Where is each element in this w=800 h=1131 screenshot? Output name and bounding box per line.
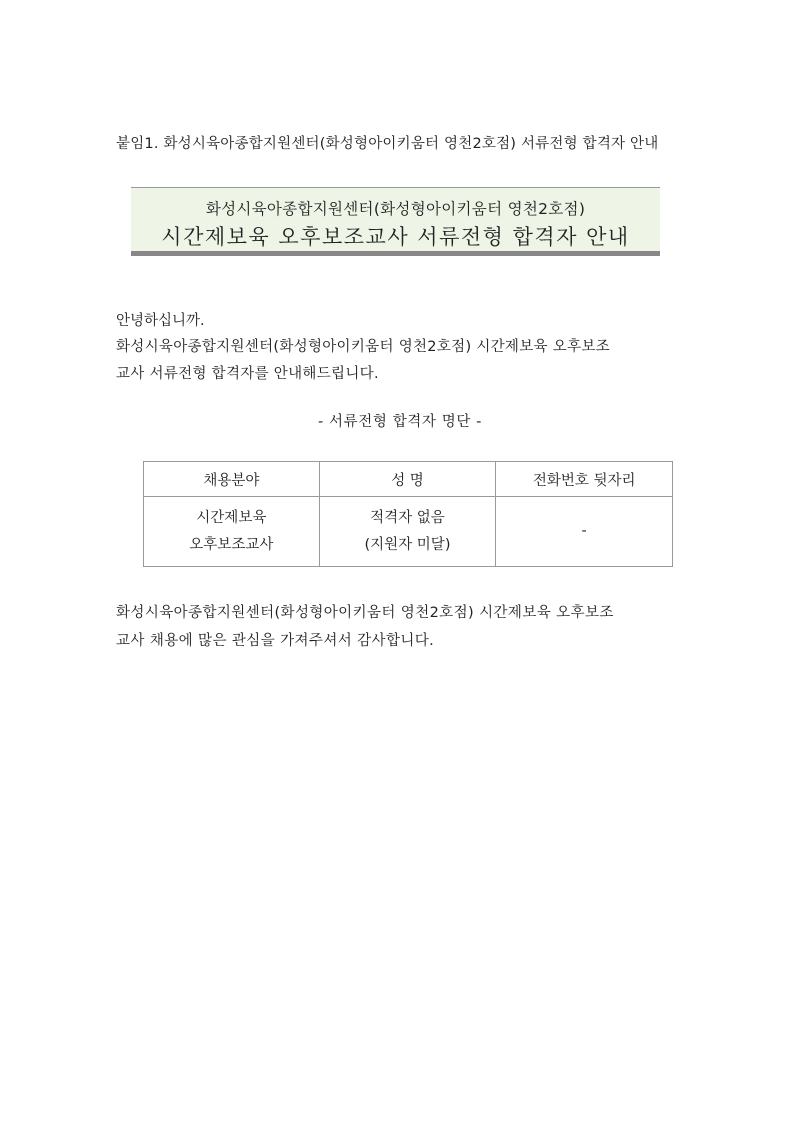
intro-line-2: 교사 서류전형 합격자를 안내해드립니다. bbox=[116, 366, 379, 382]
closing-paragraph bbox=[116, 599, 686, 655]
cell-name-line-1: 적격자 없음 bbox=[370, 509, 445, 526]
cell-name bbox=[319, 497, 496, 567]
intro-line-1: 화성시육아종합지원센터(화성형아이키움터 영천2호점) 시간제보육 오후보조 bbox=[116, 339, 610, 355]
cell-field bbox=[144, 497, 320, 567]
intro-paragraph bbox=[116, 334, 686, 388]
header-field: 채용분야 bbox=[144, 462, 320, 497]
cell-phone: - bbox=[496, 497, 673, 567]
title-box bbox=[131, 187, 660, 256]
cell-field-line-2: 오후보조교사 bbox=[189, 536, 274, 553]
cell-field-line-1: 시간제보육 bbox=[196, 509, 267, 526]
header-name: 성 명 bbox=[319, 462, 496, 497]
header-phone: 전화번호 뒷자리 bbox=[496, 462, 673, 497]
passer-list-title: - 서류전형 합격자 명단 - bbox=[318, 414, 482, 430]
table-header-row bbox=[144, 462, 673, 497]
table-row bbox=[144, 497, 673, 567]
greeting-text: 안녕하십니까. bbox=[116, 313, 205, 329]
document-title: 시간제보육 오후보조교사 서류전형 합격자 안내 bbox=[161, 225, 630, 249]
title-subtitle: 화성시육아종합지원센터(화성형아이키움터 영천2호점) bbox=[205, 200, 586, 218]
closing-line-1: 화성시육아종합지원센터(화성형아이키움터 영천2호점) 시간제보육 오후보조 bbox=[116, 605, 614, 621]
result-table bbox=[143, 461, 673, 567]
attachment-heading: 붙임1. 화성시육아종합지원센터(화성형아이키움터 영천2호점) 서류전형 합격자 안내 bbox=[116, 136, 659, 152]
closing-line-2: 교사 채용에 많은 관심을 가져주셔서 감사합니다. bbox=[116, 633, 435, 649]
cell-name-line-2: (지원자 미달) bbox=[364, 536, 451, 553]
